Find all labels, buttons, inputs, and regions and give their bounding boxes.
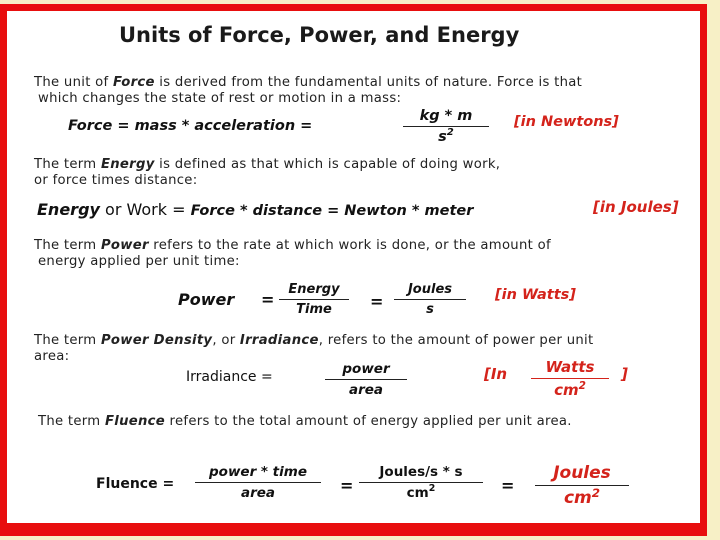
fluence-fraction-1 xyxy=(195,464,321,501)
energy-term: Energy xyxy=(100,157,155,172)
fluence-equals-1: = xyxy=(340,476,354,495)
energy-equation xyxy=(37,200,473,219)
power-fraction-2-bar xyxy=(394,299,466,300)
force-fraction-numerator: kg * m xyxy=(419,108,473,124)
power-equals-2: = xyxy=(370,292,384,311)
energy-eq-rest: Force * distance = Newton * meter xyxy=(190,203,474,219)
fluence-intro-post: refers to the total amount of energy applied per unit area. xyxy=(165,414,572,429)
fluence-intro xyxy=(38,414,572,430)
irradiance-unit-bar xyxy=(531,378,609,379)
irradiance-label: Irradiance = xyxy=(186,369,273,385)
power-intro-line2: energy applied per unit time: xyxy=(38,254,240,269)
fluence-fraction-2 xyxy=(359,464,483,501)
fluence-fraction-2-bar xyxy=(359,482,483,483)
fluence-fraction-3-numerator: Joules xyxy=(553,463,611,483)
fluence-intro-pre: The term xyxy=(38,414,105,429)
force-fraction-denominator xyxy=(403,129,489,145)
slide-title: Units of Force, Power, and Energy xyxy=(119,23,520,47)
irradiance-intro-post: , refers to the amount of power per unit xyxy=(318,333,594,348)
fluence-fraction-2-den-exponent: 2 xyxy=(428,483,436,494)
force-fraction xyxy=(403,108,489,145)
force-unit: [in Newtons] xyxy=(514,114,619,130)
fluence-term: Fluence xyxy=(104,414,166,429)
irradiance-fraction-denominator: area xyxy=(348,382,384,398)
power-unit: [in Watts] xyxy=(495,287,576,303)
fluence-fraction-2-numerator: Joules/s * s xyxy=(379,464,463,480)
energy-intro-line2: or force times distance: xyxy=(34,173,198,188)
irradiance-term: Irradiance xyxy=(239,333,319,348)
power-fraction-1-denominator: Time xyxy=(296,302,332,317)
force-equation: Force = mass * acceleration = xyxy=(68,118,313,134)
fluence-fraction-1-numerator: power * time xyxy=(209,464,307,480)
fluence-fraction-3-den-base: cm xyxy=(563,488,592,508)
power-density-term: Power Density xyxy=(100,333,213,348)
fluence-fraction-3-den-exponent: 2 xyxy=(591,486,601,500)
irradiance-intro-line1 xyxy=(34,333,593,349)
energy-intro-post: is defined as that which is capable of doing work, xyxy=(154,157,501,172)
force-intro-post: is derived from the fundamental units of nature. Force is that xyxy=(154,75,583,90)
energy-intro-pre: The term xyxy=(34,157,101,172)
power-intro-line1 xyxy=(34,238,551,254)
force-intro-pre: The unit of xyxy=(34,75,113,90)
power-intro-pre: The term xyxy=(34,238,101,253)
energy-eq-label: Energy xyxy=(37,200,100,219)
power-fraction-2 xyxy=(394,282,466,317)
fluence-fraction-1-denominator: area xyxy=(240,485,276,501)
force-intro-line1 xyxy=(34,75,582,91)
irradiance-fraction-bar xyxy=(325,379,407,380)
power-term: Power xyxy=(100,238,149,253)
irradiance-unit-fraction xyxy=(531,358,609,399)
fluence-label: Fluence = xyxy=(96,476,175,492)
force-intro-line2: which changes the state of rest or motion in a mass: xyxy=(38,91,402,106)
irradiance-unit-den-base: cm xyxy=(554,381,579,399)
energy-intro-line1 xyxy=(34,157,500,173)
power-equals-1: = xyxy=(261,290,275,309)
fluence-fraction-3-denominator xyxy=(535,488,629,508)
irradiance-unit-open: [In xyxy=(484,365,508,383)
fluence-fraction-2-denominator xyxy=(359,485,483,501)
irradiance-unit-denominator xyxy=(531,381,609,399)
force-den-exponent: 2 xyxy=(446,127,454,138)
power-fraction-2-numerator: Joules xyxy=(407,282,453,297)
irradiance-unit-numerator: Watts xyxy=(545,358,595,376)
irradiance-unit-close: ] xyxy=(621,365,628,383)
fluence-fraction-3 xyxy=(535,463,629,508)
power-fraction-1-numerator: Energy xyxy=(288,282,340,297)
irradiance-intro-pre: The term xyxy=(34,333,101,348)
power-label: Power xyxy=(178,290,235,309)
energy-eq-or-work: or Work = xyxy=(99,200,191,219)
power-fraction-1-bar xyxy=(279,299,349,300)
fluence-equals-2: = xyxy=(501,476,515,495)
fluence-fraction-1-bar xyxy=(195,482,321,483)
power-fraction-2-denominator: s xyxy=(426,302,434,317)
fluence-fraction-3-bar xyxy=(535,485,629,486)
irradiance-intro-mid: , or xyxy=(212,333,240,348)
force-term: Force xyxy=(112,75,155,90)
power-fraction-1 xyxy=(279,282,349,317)
slide xyxy=(7,11,700,523)
force-den-base: s xyxy=(438,129,447,145)
irradiance-fraction xyxy=(325,361,407,398)
irradiance-unit-den-exponent: 2 xyxy=(578,380,586,392)
irradiance-fraction-numerator: power xyxy=(342,361,390,377)
energy-unit: [in Joules] xyxy=(593,198,679,216)
fluence-fraction-2-den-base: cm xyxy=(406,485,429,501)
power-intro-post: refers to the rate at which work is done, or the amount of xyxy=(148,238,551,253)
irradiance-intro-line2: area: xyxy=(34,349,70,364)
